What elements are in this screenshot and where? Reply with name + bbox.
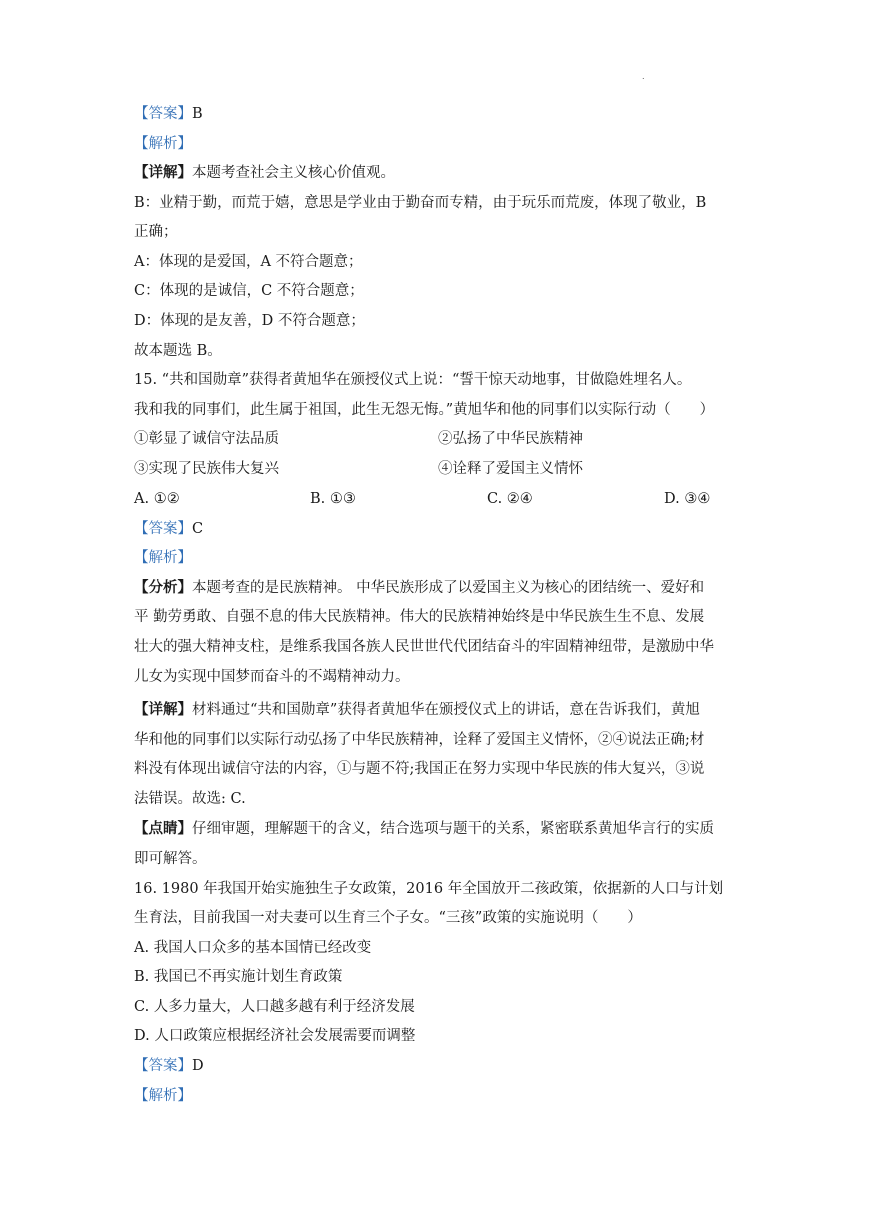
q15-detail-line: 华和他的同事们以实际行动弘扬了中华民族精神，诠释了爱国主义情怀，②④说法正确;材	[134, 732, 705, 748]
fenxi-text: 本题考查的是民族精神。 中华民族形成了以爱国主义为核心的团结统一、爱好和	[192, 580, 705, 596]
analysis-tag: 【解析】	[134, 1088, 192, 1104]
q16-stem-line: 16. 1980 年我国开始实施独生子女政策，2016 年全国放开二孩政策，依据新的人口与计划	[134, 881, 724, 897]
detail-text: 材料通过“共和国勋章”获得者黄旭华在颁授仪式上的讲话，意在告诉我们，黄旭	[192, 702, 700, 718]
q15-fenxi-line	[134, 577, 754, 599]
q14-explain-line: 正确；	[134, 224, 178, 240]
q15-detail-line: 料没有体现出诚信守法的内容，①与题不符;我国正在努力实现中华民族的伟大复兴，③说	[134, 761, 705, 777]
detail-text: 本题考查社会主义核心价值观。	[192, 165, 395, 181]
dianjing-text: 仔细审题，理解题干的含义，结合选项与题干的关系，紧密联系黄旭华言行的实质	[192, 821, 714, 837]
answer-tag: 【答案】	[134, 1058, 192, 1074]
q15-item: ①彰显了诚信守法品质	[134, 431, 279, 447]
q15-detail-line: 法错误。故选: C.	[134, 791, 246, 807]
q16-stem-line: 生育法，目前我国一对夫妻可以生育三个子女。“三孩”政策的实施说明（ ）	[134, 910, 642, 926]
answer-tag: 【答案】	[134, 106, 192, 122]
answer-value: D	[192, 1058, 204, 1074]
q15-detail-line	[134, 699, 754, 721]
q16-answer-line	[134, 1055, 754, 1077]
q14-explain-line: C：体现的是诚信，C 不符合题意；	[134, 283, 364, 299]
q15-item: ③实现了民族伟大复兴	[134, 461, 279, 477]
answer-value: B	[192, 106, 203, 122]
q15-option-d: D. ③④	[664, 491, 711, 507]
q16-option-d: D. 人口政策应根据经济社会发展需要而调整	[134, 1028, 416, 1044]
q15-stem-line: 我和我的同事们，此生属于祖国，此生无怨无悔。”黄旭华和他的同事们以实际行动（ ）	[134, 402, 715, 418]
analysis-tag: 【解析】	[134, 550, 192, 566]
q14-explain-line: B：业精于勤，而荒于嬉，意思是学业由于勤奋而专精，由于玩乐而荒废，体现了敬业，B	[134, 195, 707, 211]
analysis-tag: 【解析】	[134, 136, 192, 152]
q16-analysis-line	[134, 1085, 754, 1107]
q16-option-b: B. 我国已不再实施计划生育政策	[134, 969, 343, 985]
q15-dianjing-line	[134, 818, 754, 840]
q16-option-a: A. 我国人口众多的基本国情已经改变	[134, 940, 372, 956]
q15-answer-line	[134, 518, 754, 540]
q15-item: ②弘扬了中华民族精神	[438, 431, 583, 447]
page-dot: .	[642, 72, 645, 81]
q14-detail-line	[134, 162, 754, 184]
q15-analysis-line	[134, 547, 754, 569]
q16-option-c: C. 人多力量大，人口越多越有利于经济发展	[134, 999, 415, 1015]
q15-dianjing-line: 即可解答。	[134, 851, 207, 867]
q14-explain-line: D：体现的是友善，D 不符合题意；	[134, 313, 365, 329]
q14-explain-line: 故本题选 B。	[134, 343, 222, 359]
q14-explain-line: A：体现的是爱国，A 不符合题意；	[134, 254, 363, 270]
q15-fenxi-line: 平 勤劳勇敢、自强不息的伟大民族精神。伟大的民族精神始终是中华民族生生不息、发展	[134, 609, 705, 625]
answer-tag: 【答案】	[134, 521, 192, 537]
q14-analysis-line	[134, 133, 754, 155]
q15-fenxi-line: 儿女为实现中国梦而奋斗的不竭精神动力。	[134, 669, 410, 685]
q15-item: ④诠释了爱国主义情怀	[438, 461, 583, 477]
detail-tag: 【详解】	[134, 701, 192, 718]
q15-fenxi-line: 壮大的强大精神支柱，是维系我国各族人民世世代代团结奋斗的牢固精神纽带，是激励中华	[134, 639, 714, 655]
answer-value: C	[192, 521, 204, 537]
q15-option-c: C. ②④	[487, 491, 533, 507]
dianjing-tag: 【点睛】	[134, 820, 192, 837]
q15-option-a: A. ①②	[134, 491, 180, 507]
q15-stem-line: 15. “共和国勋章”获得者黄旭华在颁授仪式上说：“誓干惊天动地事，甘做隐姓埋名人。	[134, 372, 692, 388]
detail-tag: 【详解】	[134, 164, 192, 181]
q14-answer-line	[134, 103, 754, 125]
fenxi-tag: 【分析】	[134, 579, 192, 596]
q15-option-b: B. ①③	[310, 491, 356, 507]
